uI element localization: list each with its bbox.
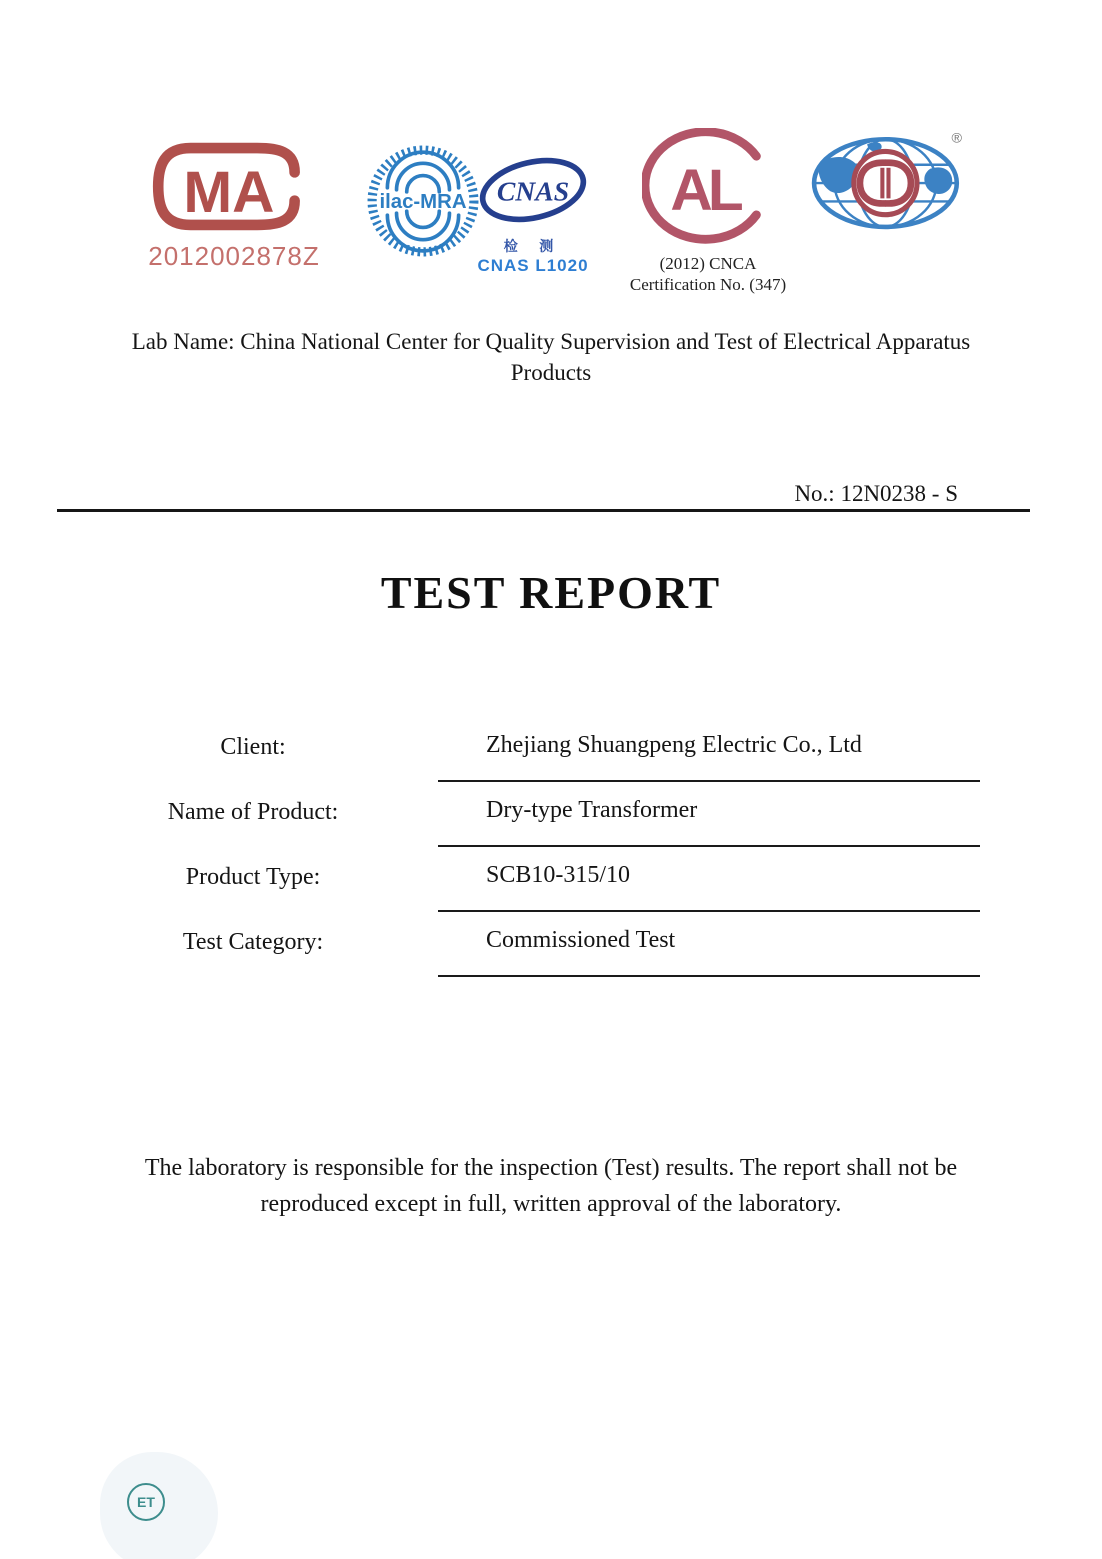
- field-row-test-category: [0, 927, 1102, 979]
- cma-letters: MA: [183, 159, 275, 225]
- field-underline: [438, 780, 980, 782]
- field-label-product-name: Name of Product:: [167, 799, 339, 825]
- page-title: TEST REPORT: [380, 567, 722, 618]
- al-letters: AL: [670, 157, 739, 223]
- ilac-mra-label: ilac-MRA: [379, 191, 467, 214]
- report-number: No.: 12N0238 - S: [794, 481, 958, 506]
- lab-name: Lab Name: China National Center for Quality Supervision and Test of Electrical Apparatus Products: [131, 329, 971, 385]
- globe-icon: [810, 128, 968, 230]
- field-value-client: Zhejiang Shuangpeng Electric Co., Ltd: [486, 732, 862, 758]
- cma-certificate-number: 2012002878Z: [148, 241, 320, 271]
- globe-emblem-logo: [810, 128, 968, 235]
- ilac-mra-logo: [366, 144, 480, 263]
- field-value-product-type: SCB10-315/10: [486, 862, 631, 888]
- field-label-client: Client:: [220, 734, 286, 760]
- cma-logo: [148, 138, 320, 272]
- field-value-product-name: Dry-type Transformer: [486, 797, 698, 823]
- cnca-certification-line: Certification No. (347): [629, 275, 787, 294]
- cnas-chinese-label: 检 测: [503, 240, 563, 255]
- cma-mark-icon: [148, 138, 320, 234]
- cnas-lab-code: CNAS L1020: [477, 256, 589, 275]
- cnas-oval-icon: [477, 150, 589, 230]
- field-row-client: [0, 732, 1102, 784]
- disclaimer-text: The laboratory is responsible for the inspection (Test) results. The report shall not be reproduced except in full, written approval of the laboratory.: [144, 1155, 958, 1217]
- field-row-product-type: [0, 862, 1102, 914]
- cnas-logo: [477, 150, 589, 276]
- field-underline: [438, 975, 980, 977]
- cnca-al-logo: [618, 128, 798, 295]
- field-row-product-name: [0, 797, 1102, 849]
- field-label-product-type: Product Type:: [185, 864, 321, 890]
- header-rule: [57, 509, 1030, 512]
- ilac-mra-icon: [366, 144, 480, 258]
- registered-trademark-icon: ®: [951, 130, 963, 147]
- cnas-acronym: CNAS: [496, 175, 570, 207]
- et-stamp-icon: ET: [127, 1483, 165, 1521]
- field-label-test-category: Test Category:: [182, 929, 324, 955]
- field-value-test-category: Commissioned Test: [486, 927, 676, 953]
- al-oval-icon: [642, 128, 774, 244]
- field-underline: [438, 910, 980, 912]
- field-underline: [438, 845, 980, 847]
- cnca-year-line: (2012) CNCA: [659, 254, 757, 273]
